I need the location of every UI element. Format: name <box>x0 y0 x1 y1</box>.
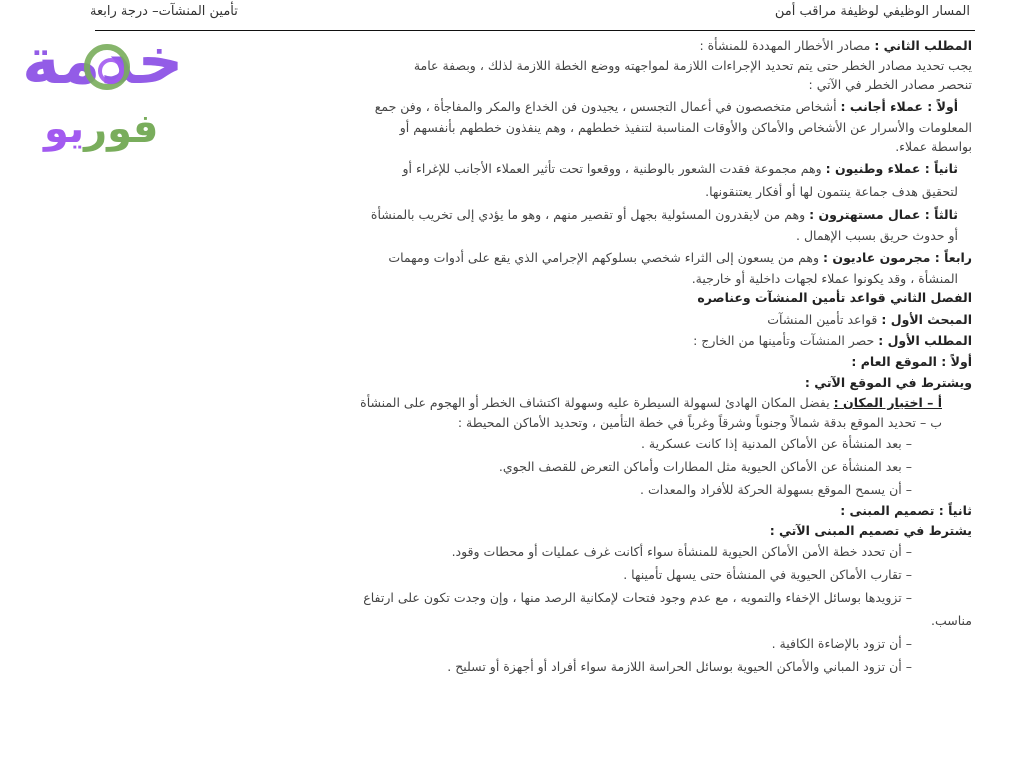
list-item: ب – تحديد الموقع بدقة شمالاً وجنوباً وشرقاً وغرباً في خطة التأمين ، وتحديد الأماكن المحيطة : <box>457 414 942 430</box>
paragraph-line: المنشأة ، وقد يكونوا عملاء لجهات داخلية أو خارجية. <box>691 270 958 286</box>
chapter-heading: الفصل الثاني قواعد تأمين المنشآت وعناصره <box>697 290 972 306</box>
subsection-heading: أولاً : الموقع العام : <box>851 354 972 370</box>
paragraph-line: تنحصر مصادر الخطر في الآتي : <box>808 77 972 93</box>
section-heading: المبحث الأول : قواعد تأمين المنشآت <box>767 311 972 327</box>
paragraph-line: مناسب. <box>931 613 972 629</box>
list-item: رابعاً : مجرمون عاديون : وهم من يسعون إلى الثراء شخصي بسلوكهم الإجرامي الذي يقع على أدوات ومهمات <box>388 249 972 265</box>
list-item: أ – اختيار المكان : يفضل المكان الهادئ لسهولة السيطرة عليه وسهولة اكتشاف الخطر أو الهجوم على المنشأة <box>360 394 942 410</box>
header-career-path: المسار الوظيفي لوظيفة مراقب أمن <box>774 4 970 19</box>
logo-bottom-text: فوريو <box>44 106 159 152</box>
bullet-item: – أن يسمح الموقع بسهولة الحركة للأفراد والمعدات . <box>640 482 912 498</box>
page-header <box>90 4 970 26</box>
section-heading: المطلب الثاني : مصادر الأخطار المهددة للمنشأة : <box>699 38 972 53</box>
list-item: ثالثاً : عمال مستهترون : وهم من لايقدرون المسئولية بجهل أو تقصير منهم ، وهو ما يؤدي إلى تخريب بالمنشأة <box>370 206 958 222</box>
bullet-item: – تزويدها بوسائل الإخفاء والتمويه ، مع عدم وجود فتحات لإمكانية الرصد منها ، وإن وجدت تكون على ارتفاع <box>363 590 912 606</box>
paragraph-line: المعلومات والأسرار عن الأشخاص والأماكن والأوقات المناسبة لتنفيذ خططهم ، وهم ينفذون خططهم بأنفسهم أو <box>399 119 972 135</box>
paragraph-line: أو حدوث حريق بسبب الإهمال . <box>796 227 958 243</box>
subsection-heading: ثانياً : تصميم المبنى : <box>840 503 972 519</box>
bullet-item: – أن تحدد خطة الأمن الأماكن الحيوية للمنشأة سواء أكانت غرف عمليات أو محطات وقود. <box>451 544 912 560</box>
bullet-item: – بعد المنشأة عن الأماكن المدنية إذا كانت عسكرية . <box>640 436 912 452</box>
paragraph-line: يجب تحديد مصادر الخطر حتى يتم تحديد الإجراءات اللازمة لمواجهته ووضع الخطة اللازمة لذلك ، وبصفة عامة <box>413 57 972 73</box>
list-item: أولاً : عملاء أجانب : أشخاص متخصصون في أعمال التجسس ، يجيدون فن الخداع والمكر والمفاجأة ، وفن جمع <box>374 98 958 114</box>
bullet-item: – أن تزود المباني والأماكن الحيوية بوسائل الحراسة اللازمة سواء أفراد أو أجهزة أو تسليح . <box>447 659 912 675</box>
paragraph-line: بواسطة عملاء. <box>895 139 972 155</box>
document-body <box>30 36 972 678</box>
list-item: ثانياً : عملاء وطنيون : وهم مجموعة فقدت الشعور بالوطنية ، ووقعوا تحت تأثير العملاء الأجانب للإغراء أو <box>402 160 958 176</box>
subsection-heading: يشترط في تصميم المبنى الآتي : <box>769 522 972 538</box>
paragraph-line: لتحقيق هدف جماعة ينتمون لها أو أفكار يعتنقونها. <box>705 183 958 199</box>
bullet-item: – بعد المنشأة عن الأماكن الحيوية مثل المطارات وأماكن التعرض للقصف الجوي. <box>498 459 912 475</box>
header-divider <box>95 30 975 31</box>
bullet-item: – تقارب الأماكن الحيوية في المنشأة حتى يسهل تأمينها . <box>623 567 912 583</box>
header-course-title: تأمين المنشآت– درجة رابعة <box>90 4 238 19</box>
subsection-heading: ويشترط في الموقع الآتي : <box>804 375 972 391</box>
logo-top-text: خدمة <box>22 25 184 99</box>
section-heading: المطلب الأول : حصر المنشآت وتأمينها من الخارج : <box>693 332 972 348</box>
bullet-item: – أن تزود بالإضاءة الكافية . <box>771 636 912 652</box>
